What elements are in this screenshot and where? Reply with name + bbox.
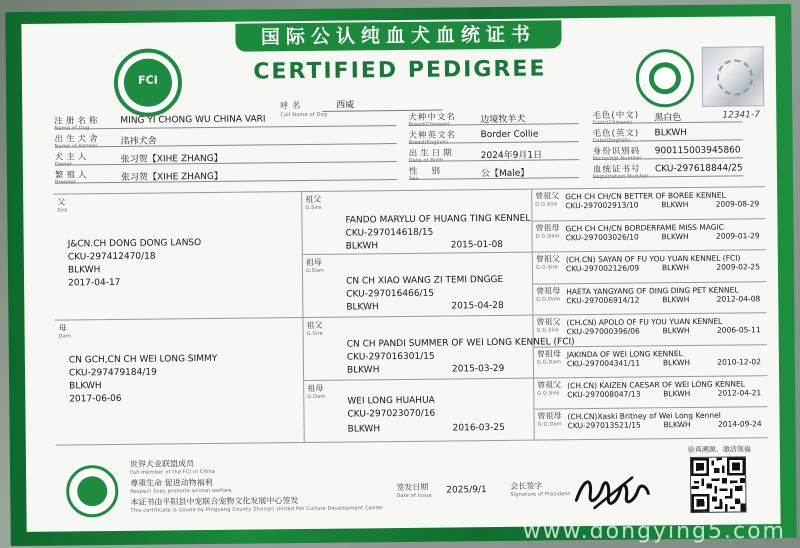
breed-cn-value: 边境牧羊犬 [480,114,526,126]
granddam-2-name: CN CH XIAO WANG ZI TEMI DNGGE [346,274,504,287]
granddam-2-cell: 祖母 G.Dam CN CH XIAO WANG ZI TEMI DNGGE CKU-297016466/15 BLKWH 2015-04-28 [305,257,504,313]
qr-code-icon[interactable] [690,456,747,513]
breeder-value: 张习贺【XIHE ZHANG】 [120,171,223,183]
pedigree-table [53,186,768,443]
certificate-title: CERTIFIED PEDIGREE [253,56,547,85]
color-en-row: 毛色(英文) Color(English) BLKWH [592,126,742,142]
sire-reg: CKU-297412470/18 [67,251,156,263]
verify-text: 验真溯源、激活领福 [687,445,751,455]
dog-name-value: MING YI CHONG WU CHINA VARI [120,114,266,126]
color-en-value: BLKWH [654,127,688,139]
great-grandsire-9-cell: 曾祖父 G.G.Sire (CH.CN) APOLO OF FU YOU YUAN KENNEL CKU-297000396/06 BLKWH 2006-05-11 [536,316,761,337]
kennel-value: 洺祎犬舍 [120,136,157,147]
handwritten-serial: 12341-7 [722,110,761,121]
great-grandsire-11-cell: 曾祖父 G.G.Sire (CH.CN) KAIZEN CAESAR OF WEI LONG KENNEL CKU-297008047/13 BLKWH 2012-04-21 [537,379,762,400]
hologram-seal-icon [702,46,765,107]
dam-color: BLKWH [69,381,102,392]
breeder-row: 繁殖人 Breeder 张习贺【XIHE ZHANG】 [55,166,397,184]
great-granddam-6-cell: 曾祖母 G.G.Dam GCH CH CH/CN BORDERFAME MISS MAGIC CKU-297003026/10 BLKWH 2009-01-29 [535,222,760,243]
grandsire-3-name: CN CH PANDI SUMMER OF WEI LONG KENNEL (FCI) [346,337,575,350]
birth-date-row: 出生日期 Date of Birth 2024年9月1日 [409,146,579,162]
microchip-row: 身份识别码 Microchip Number 900115003945860 [593,144,743,160]
dam-reg: CKU-297479184/19 [68,367,157,379]
fci-logo-icon: FCI [114,48,183,117]
owner-value: 张习贺【XIHE ZHANG】 [120,153,223,165]
dam-dob: 2017-06-06 [69,393,122,405]
call-name-label: 呼名 Call Name of Dog [280,101,328,119]
sex-value: 公【Male】 [480,168,530,180]
great-granddam-12-cell: 曾祖母 G.G.Dam (CH.CN)Xaski Britney of Wei Long Kennel CKU-297013521/15 BLKWH 2014-09-24 [537,410,762,431]
grandsire-3-cell: 祖父 G.Sire CN CH PANDI SUMMER OF WEI LONG KENNEL (FCI) CKU-297016301/15 BLKWH 2015-03-29 [306,320,575,376]
registration-value: CKU-297618844/25 [654,163,743,175]
sire-dob: 2017-04-17 [68,277,121,289]
issue-date-value: 2025/9/1 [446,485,487,496]
chinese-title-banner: 国际公认纯血犬血统证书 [235,20,561,51]
birth-date-value: 2024年9月1日 [480,150,543,162]
great-grandsire-5-cell: 曾祖父 G.G.Sire GCH CH CH/CN BETTER OF BOREE KENNEL CKU-297002913/10 BLKWH 2009-08-29 [535,190,760,211]
registration-row: 血统证书号 Registration Number CKU-297618844/25 [592,163,743,180]
issue-date-label: 签发日期 Date of Issue [396,482,432,500]
microchip-value: 900115003945860 [654,145,741,157]
color-cn-value: 黑白色 [654,113,682,124]
site-watermark: www.dongying5.com [522,519,786,544]
breed-en-value: Border Collie [480,129,539,141]
sire-cell: 父 Sire J&CN.CH DONG DONG LANSO CKU-297412470/18 BLKWH 2017-04-17 [57,197,202,289]
color-cn-row: 毛色(中文) Color(Chinese) 黑白色 [592,108,742,124]
breed-en-row: 犬种英文名 Breed(English) Border Collie [408,128,578,144]
president-signature [572,469,652,518]
breed-cn-row: 犬种中文名 Breed(Chinese) 边境牧羊犬 [408,110,578,126]
sire-color: BLKWH [67,265,101,276]
granddam-4-name: WEI LONG HUAHUA [347,395,435,407]
granddam-4-cell: 祖母 G.Dam WEI LONG HUAHUA CKU-297023070/16 BLKWH 2016-03-25 [307,383,505,435]
great-grandsire-7-cell: 曾祖父 G.G.Sire (CH.CN) SAYAN OF FU YOU YUAN KENNEL (FCI) CKU-297002126/09 BLKWH 2009-02-25 [535,253,760,274]
grandsire-1-cell: 祖父 G.Sire FANDO MARYLU OF HUANG TING KENNEL CKU-297014618/15 BLKWH 2015-01-08 [305,194,531,252]
great-granddam-8-cell: 曾祖母 G.G.Dam HAETA YANGYANG OF DING DING PET KENNEL CKU-297006914/12 BLKWH 2012-04-08 [536,285,761,306]
dam-cell: 母 Dam CN GCH,CN CH WEI LONG SIMMY CKU-297479184/19 BLKWH 2017-06-06 [58,323,218,405]
kennel-row: 出生犬舍 Name of Kennel 洺祎犬舍 [55,130,397,148]
president-signature-label: 会长签字 Signature of President [510,481,571,498]
great-granddam-10-cell: 曾祖母 G.G.Dam JAKINDA OF WEI LONG KENNEL CKU-297004341/11 BLKWH 2010-12-02 [536,349,761,369]
organization-emblem-icon [636,49,695,108]
certificate-paper [21,16,780,532]
dog-name-row: 注册名称 Name of Dog MING YI CHONG WU CHINA VARI [54,112,396,130]
grandsire-1-name: FANDO MARYLU OF HUANG TING KENNEL [345,213,531,226]
footer-text: 世界犬业联盟成员 Full member of the FCI in China 尊重生命 促进动物福利 Respect lives promote animal welfare 本证书由平阳县中宠联合宠物文化发展中心签发 This certificate is issued by Pingyang County Zhongci United Pet Culture Development Center [129,459,384,514]
dam-name: CN GCH,CN CH WEI LONG SIMMY [68,353,218,366]
sex-row: 性别 Sex 公【Male】 [409,164,579,180]
call-name-value: 西威 [336,100,355,111]
association-seal-icon [66,465,119,518]
owner-row: 犬主人 Owner 张习贺【XIHE ZHANG】 [55,148,397,166]
sire-name: J&CN.CH DONG DONG LANSO [67,238,202,250]
